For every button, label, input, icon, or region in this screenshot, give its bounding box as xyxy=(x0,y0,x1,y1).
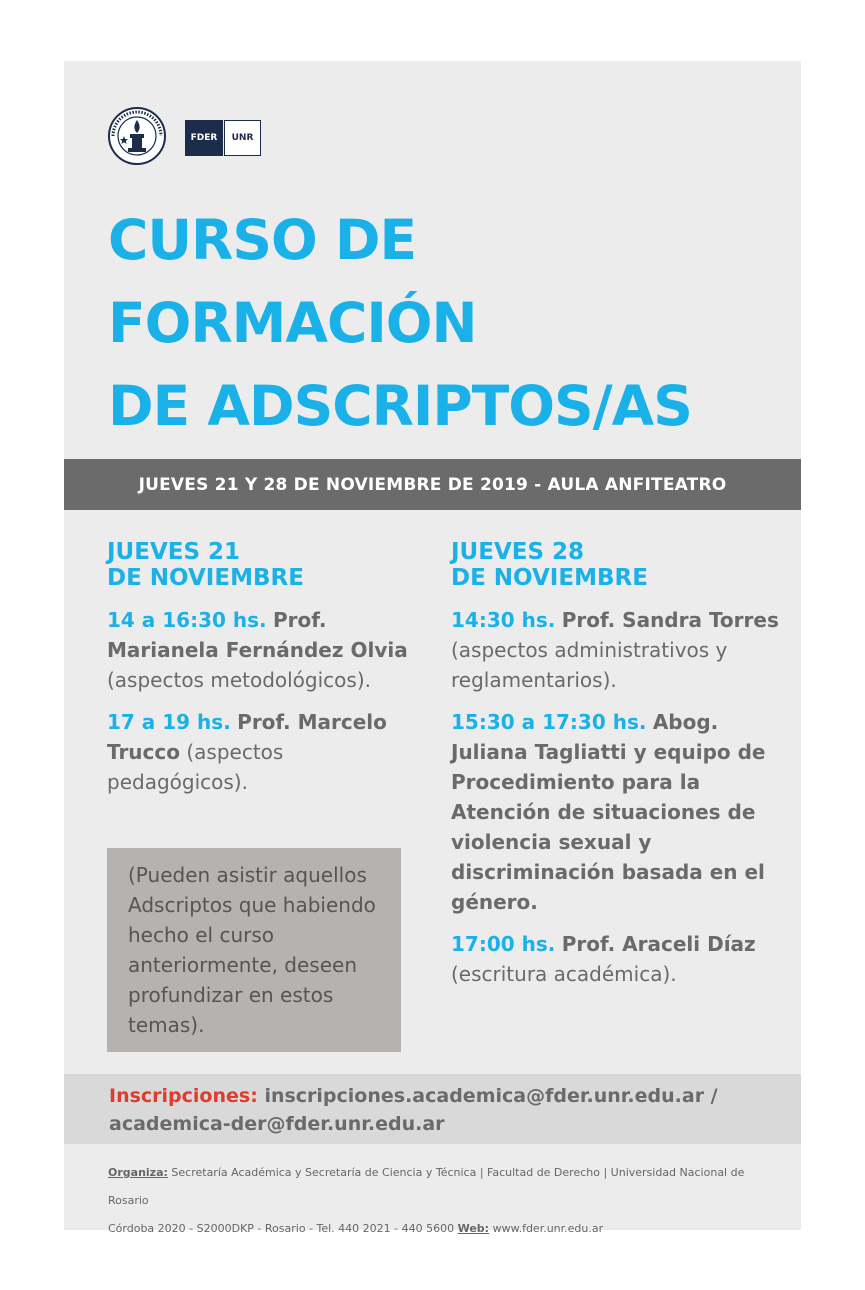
organizer-label: Organiza: xyxy=(108,1166,168,1179)
session-speaker: Prof. Sandra Torres xyxy=(561,608,779,632)
session-item xyxy=(451,605,786,695)
unr-seal-logo xyxy=(107,106,167,166)
web-link[interactable]: www.fder.unr.edu.ar xyxy=(492,1222,604,1235)
session-time: 17:00 hs. xyxy=(451,932,556,956)
session-topic: (escritura académica). xyxy=(451,962,677,986)
fder-unr-logo xyxy=(185,120,261,156)
session-topic: (aspectos metodológicos). xyxy=(107,668,371,692)
footer-address xyxy=(108,1215,788,1243)
unr-logo-text: UNR xyxy=(224,120,261,156)
session-topic: (aspectos pedagógicos). xyxy=(107,740,284,794)
footer xyxy=(108,1159,788,1243)
session-item xyxy=(451,707,786,917)
registration-emails[interactable]: inscripciones.academica@fder.unr.edu.ar / academica-der@fder.unr.edu.ar xyxy=(109,1085,718,1135)
session-item xyxy=(451,929,786,989)
organizer-text: Secretaría Académica y Secretaría de Ciencia y Técnica | Facultad de Derecho | Universidad Nacional de Rosario xyxy=(108,1166,745,1207)
title-line-2: FORMACIÓN xyxy=(108,291,477,355)
day-21-heading-line2: DE NOVIEMBRE xyxy=(107,565,304,591)
session-time: 17 a 19 hs. xyxy=(107,710,231,734)
registration-text xyxy=(109,1082,769,1138)
day-28-column xyxy=(451,539,786,1001)
attendance-note-text: (Pueden asistir aquellos Adscriptos que habiendo hecho el curso anteriormente, deseen profundizar en estos temas). xyxy=(128,863,376,1037)
session-speaker: Prof. Marcelo Trucco xyxy=(107,710,387,764)
attendance-note xyxy=(107,848,401,1052)
web-label: Web: xyxy=(457,1222,490,1235)
poster-title xyxy=(108,199,788,448)
registration-label: Inscripciones: xyxy=(109,1085,258,1107)
footer-organizer xyxy=(108,1159,788,1215)
day-28-heading xyxy=(451,539,786,591)
title-line-1: CURSO DE xyxy=(108,208,417,272)
day-21-heading-line1: JUEVES 21 xyxy=(107,539,241,565)
fder-logo-text: FDER xyxy=(185,120,223,156)
poster xyxy=(64,61,801,1235)
session-speaker: Prof. Marianela Fernández Olvia xyxy=(107,608,408,662)
day-28-heading-line2: DE NOVIEMBRE xyxy=(451,565,648,591)
session-speaker: Prof. Araceli Díaz xyxy=(561,932,756,956)
session-time: 14:30 hs. xyxy=(451,608,556,632)
day-28-heading-line1: JUEVES 28 xyxy=(451,539,585,565)
registration-bar xyxy=(64,1074,801,1144)
title-line-3: DE ADSCRIPTOS/AS xyxy=(108,374,692,438)
session-item xyxy=(107,707,427,797)
session-item xyxy=(107,605,427,695)
day-21-heading xyxy=(107,539,427,591)
session-time: 15:30 a 17:30 hs. xyxy=(451,710,647,734)
session-topic: (aspectos administrativos y reglamentarios). xyxy=(451,638,728,692)
address-text: Córdoba 2020 - S2000DKP - Rosario - Tel. 440 2021 - 440 5600 xyxy=(108,1222,455,1235)
session-time: 14 a 16:30 hs. xyxy=(107,608,267,632)
date-venue-banner: JUEVES 21 Y 28 DE NOVIEMBRE DE 2019 - AULA ANFITEATRO xyxy=(64,459,801,510)
session-speaker: Abog. Juliana Tagliatti y equipo de Procedimiento para la Atención de situaciones de violencia sexual y discriminación basada en el género. xyxy=(451,710,766,914)
day-21-column xyxy=(107,539,427,809)
